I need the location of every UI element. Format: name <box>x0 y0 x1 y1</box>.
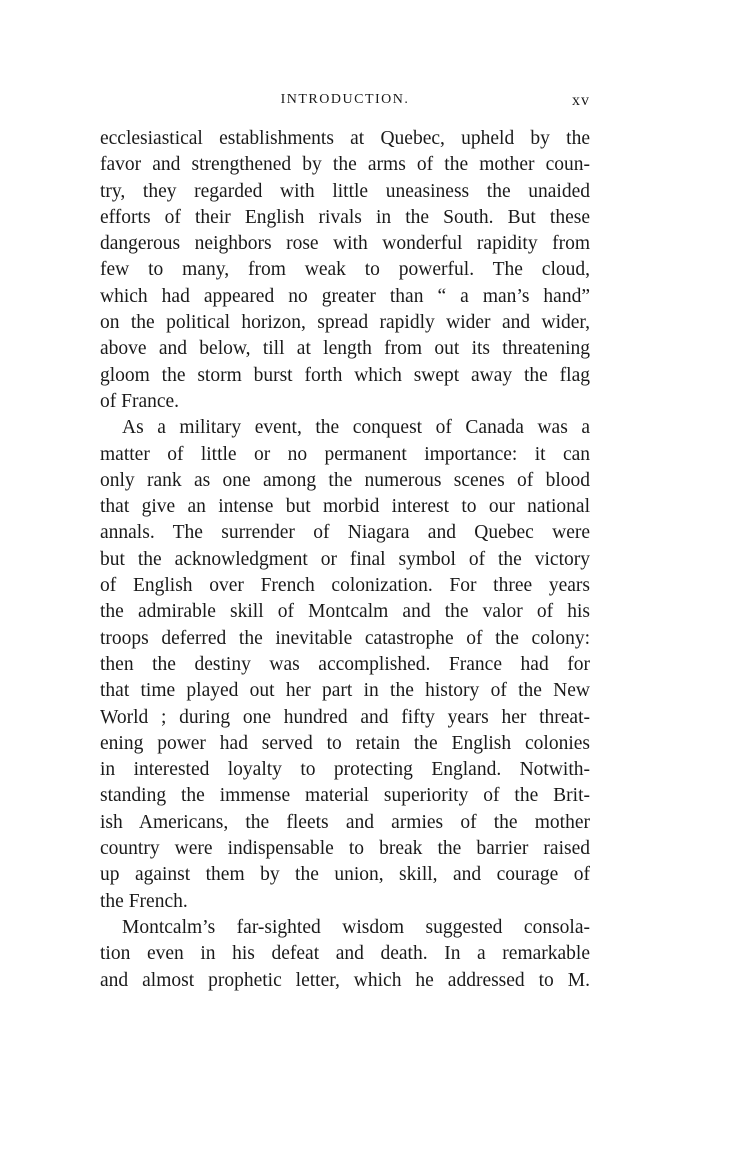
text-line: country were indispensable to break the barrier raised <box>100 838 590 860</box>
text-line: dangerous neighbors rose with wonderful rapidity from <box>100 233 590 255</box>
text-line: annals. The surrender of Niagara and Quebec were <box>100 522 590 544</box>
text-line: few to many, from weak to powerful. The cloud, <box>100 259 590 281</box>
text-line: gloom the storm burst forth which swept away the flag <box>100 364 590 386</box>
text-line: on the political horizon, spread rapidly wider and wider, <box>100 312 590 334</box>
text-line: but the acknowledgment or final symbol of the victory <box>100 548 590 570</box>
text-line: up against them by the union, skill, and courage of <box>100 864 590 886</box>
text-line: only rank as one among the numerous scenes of blood <box>100 469 590 491</box>
paragraph-2 <box>100 415 590 915</box>
text-line: As a military event, the conquest of Canada was a <box>122 417 590 439</box>
text-line: the French. <box>100 890 188 912</box>
text-line: efforts of their English rivals in the South. But these <box>100 206 590 228</box>
text-line: of English over French colonization. For three years <box>100 575 590 597</box>
text-line: of France. <box>100 390 180 412</box>
text-line: ecclesiastical establishments at Quebec, upheld by the <box>100 128 590 149</box>
text-line: tion even in his defeat and death. In a remarkable <box>100 943 590 965</box>
text-line: which had appeared no greater than “ a man’s hand” <box>100 285 590 307</box>
text-line: above and below, till at length from out its threatening <box>100 338 590 360</box>
text-line: ish Americans, the fleets and armies of the mother <box>100 811 590 833</box>
text-line: that time played out her part in the history of the New <box>100 680 590 702</box>
paragraph-1 <box>100 126 590 415</box>
running-title: INTRODUCTION. <box>280 92 410 107</box>
text-line: in interested loyalty to protecting England. Notwith- <box>100 759 590 781</box>
text-line: then the destiny was accomplished. France had for <box>100 653 590 675</box>
text-line: troops deferred the inevitable catastrophe of the colony: <box>100 627 590 649</box>
text-line: ening power had served to retain the English colonies <box>100 732 590 754</box>
text-line: that give an intense but morbid interest to our national <box>100 496 590 518</box>
paragraph-3 <box>100 915 590 994</box>
text-line: try, they regarded with little uneasiness the unaided <box>100 180 590 202</box>
text-line: and almost prophetic letter, which he addressed to M. <box>100 969 590 991</box>
running-head <box>100 92 590 114</box>
text-line: favor and strengthened by the arms of the mother coun- <box>100 154 590 176</box>
text-line: standing the immense material superiority of the Brit- <box>100 785 590 807</box>
body-text <box>100 126 590 994</box>
text-line: World ; during one hundred and fifty years her threat- <box>100 706 590 728</box>
text-line: Montcalm’s far-sighted wisdom suggested consola- <box>122 916 590 938</box>
text-line: the admirable skill of Montcalm and the valor of his <box>100 601 590 623</box>
text-line: matter of little or no permanent importance: it can <box>100 443 590 465</box>
page-number: xv <box>572 92 590 109</box>
